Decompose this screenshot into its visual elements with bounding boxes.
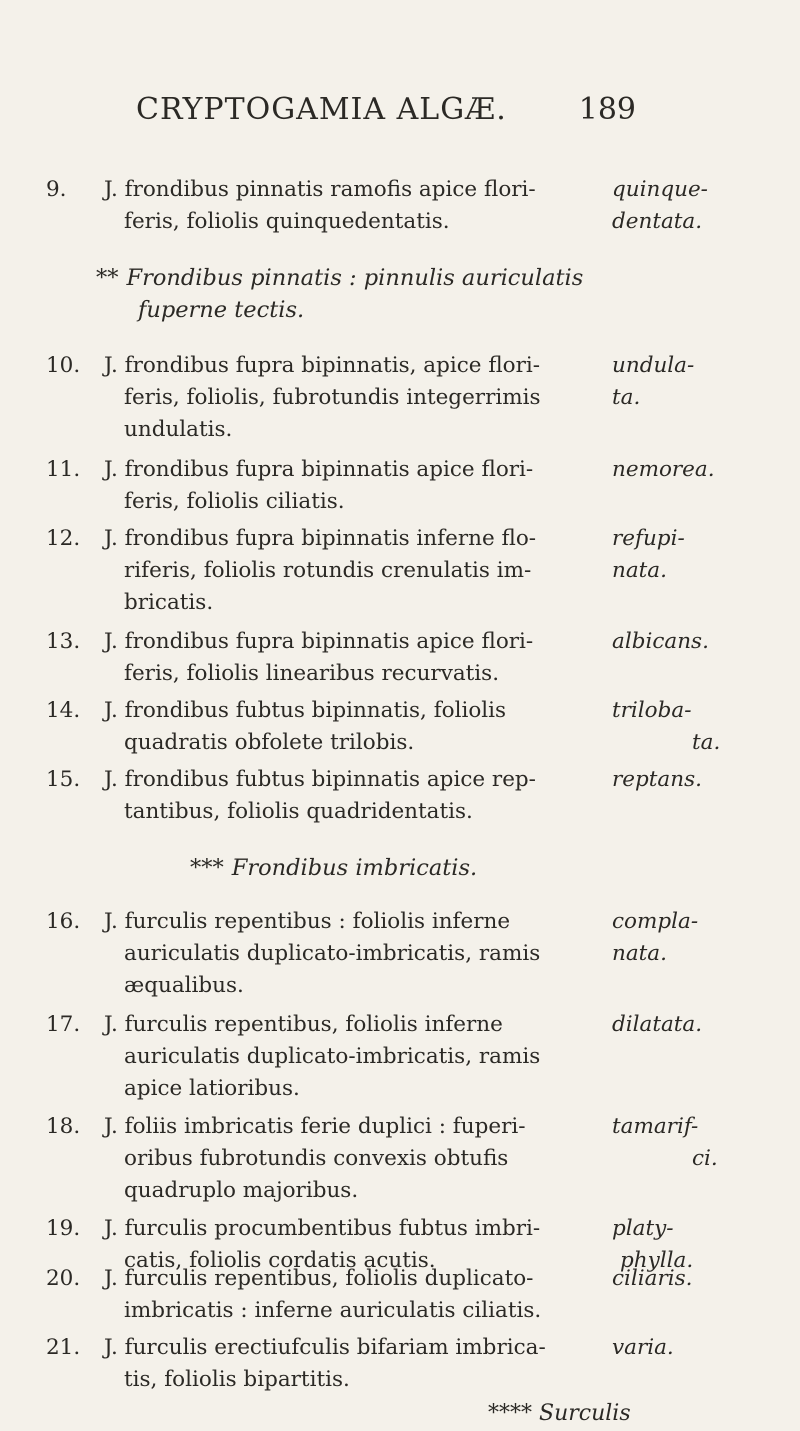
section-heading-imbricatis: *** Frondibus imbricatis. — [190, 855, 478, 881]
entry-number: 15. — [46, 767, 81, 792]
entry-description: J. furculis erectiufculis bifariam imbrica- tis, foliolis bipartitis. — [104, 1335, 546, 1392]
section-heading-pinnatis: ** Frondibus pinnatis : pinnulis auriculatis — [96, 265, 584, 291]
entry-number: 16. — [46, 909, 81, 934]
entry-number: 20. — [46, 1266, 81, 1291]
entry-description: J. frondibus fupra bipinnatis, apice flori- feris, foliolis, fubrotundis integerrimis undulatis. — [104, 353, 541, 442]
catchword: **** Surculis — [488, 1401, 631, 1426]
entry-number: 9. — [46, 177, 67, 202]
entry-description: J. furculis repentibus, foliolis inferne auriculatis duplicato-imbricatis, ramis apice latioribus. — [104, 1012, 541, 1101]
species-epithet: platy- phylla. — [612, 1216, 694, 1273]
entry-description — [104, 174, 590, 238]
entry-number: 13. — [46, 629, 81, 654]
entry-description: J. frondibus fubtus bipinnatis apice rep- tantibus, foliolis quadridentatis. — [104, 767, 536, 824]
entry-number: 18. — [46, 1114, 81, 1139]
entry-number: 19. — [46, 1216, 81, 1241]
entry-description: J. frondibus fupra bipinnatis apice flori- feris, foliolis linearibus recurvatis. — [104, 629, 534, 686]
page-number: 189 — [578, 92, 636, 127]
species-epithet: albicans. — [612, 629, 709, 654]
entry-number: 12. — [46, 526, 81, 551]
entry-number: 11. — [46, 457, 81, 482]
entry-description: J. foliis imbricatis ferie duplici : fuperi- oribus fubrotundis convexis obtufis quadruplo majoribus. — [104, 1114, 526, 1203]
entry-description: J. furculis procumbentibus fubtus imbri- catis, foliolis cordatis acutis. — [104, 1216, 541, 1273]
species-epithet: nemorea. — [612, 457, 715, 482]
species-epithet: varia. — [612, 1335, 674, 1360]
species-epithet: refupi- nata. — [612, 526, 685, 583]
running-title: CRYPTOGAMIA ALGÆ. — [136, 92, 507, 127]
species-epithet: tamarif- ci. — [612, 1114, 718, 1171]
page-header — [136, 92, 636, 132]
species-epithet: undula- ta. — [612, 353, 695, 410]
entry-number: 17. — [46, 1012, 81, 1037]
entry-description: J. frondibus fupra bipinnatis apice flori- feris, foliolis ciliatis. — [104, 457, 534, 514]
description-line: J. frondibus pinnatis ramofis apice flori- — [104, 177, 536, 202]
entry-description: J. frondibus fubtus bipinnatis, foliolis quadratis obfolete trilobis. — [104, 698, 507, 755]
entry-number: 14. — [46, 698, 81, 723]
species-epithet: reptans. — [612, 767, 702, 792]
entry-number: 10. — [46, 353, 81, 378]
entry-number: 21. — [46, 1335, 81, 1360]
entry-description: J. furculis repentibus, foliolis duplicato- imbricatis : inferne auriculatis ciliatis. — [104, 1266, 542, 1323]
section-heading-pinnatis-cont: fuperne tectis. — [138, 297, 305, 323]
description-line: feris, foliolis quinquedentatis. — [124, 209, 450, 234]
species-epithet: quinque- dentata. — [612, 177, 708, 234]
species-epithet: dilatata. — [612, 1012, 703, 1037]
species-epithet: triloba- ta. — [612, 698, 721, 755]
entry-description: J. frondibus fupra bipinnatis inferne flo- riferis, foliolis rotundis crenulatis im- bricatis. — [104, 526, 537, 615]
species-epithet: compla- nata. — [612, 909, 699, 966]
species-epithet: ciliaris. — [612, 1266, 693, 1291]
entry-description: J. furculis repentibus : foliolis inferne auriculatis duplicato-imbricatis, ramis æqualibus. — [104, 909, 541, 998]
